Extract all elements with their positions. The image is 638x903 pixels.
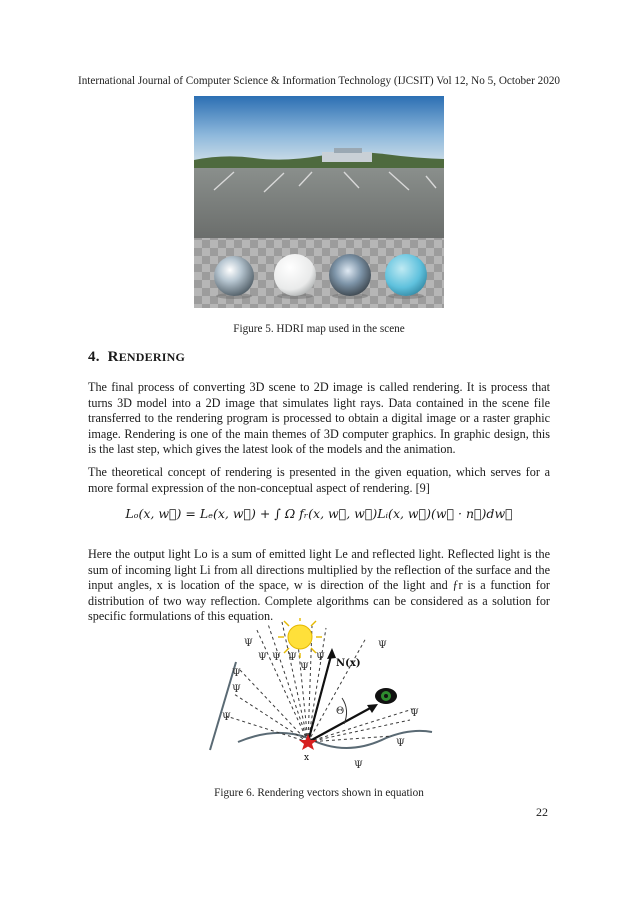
paragraph-2: The theoretical concept of rendering is presented in the given equation, which serves for a more formal expression of the non-conceptual aspect of rendering. [9] (88, 465, 550, 495)
svg-text:Ψ: Ψ (354, 760, 363, 771)
page-number: 22 (536, 805, 548, 819)
svg-text:Ψ: Ψ (222, 712, 231, 723)
rendering-vectors-diagram (196, 618, 436, 782)
svg-text:Ψ: Ψ (378, 640, 387, 651)
section-number: 4. (88, 349, 100, 365)
hdri-image (194, 96, 444, 308)
svg-text:Ψ: Ψ (316, 652, 325, 663)
figure6-caption: Figure 6. Rendering vectors shown in equation (214, 787, 424, 799)
svg-text:Ψ: Ψ (288, 652, 297, 663)
section-heading (88, 349, 185, 366)
rendering-equation: Lₒ(x, w⃗) = Lₑ(x, w⃗) + ∫ Ω fᵣ(x, w⃗, w⃗)Lᵢ(x, w⃗)(w⃗ · n⃗)dw⃗ (125, 506, 513, 521)
section-title: RENDERING (107, 349, 185, 365)
running-header: International Journal of Computer Science & Information Technology (IJCSIT) Vol 12, No 5, October 2020 (77, 75, 561, 87)
svg-text:Ψ: Ψ (258, 652, 267, 663)
svg-text:Ψ: Ψ (244, 638, 253, 649)
rendering-vectors-figure (196, 618, 436, 782)
svg-text:Ψ: Ψ (300, 662, 309, 673)
psi-labels (222, 638, 419, 771)
svg-text:Ψ: Ψ (410, 708, 419, 719)
eye-icon (375, 688, 397, 704)
svg-text:Ψ: Ψ (396, 738, 405, 749)
normal-vector (308, 652, 332, 742)
paragraph-1: The final process of converting 3D scene to 2D image is called rendering. It is process that turns 3D model into a 2D image that simulates light rays. Data contained in the scene file transferred to the rendering program is processed to obtain a digital image or a raster graphic image. Rendering is one of the main themes of 3D computer graphics. In graphic design, this is the last step, which gives the latest look of the models and the animation. (88, 380, 550, 457)
point-label: x (304, 753, 310, 763)
normal-label: N(x) (336, 658, 361, 669)
svg-text:Ψ: Ψ (272, 652, 281, 663)
theta-label: Θ (336, 706, 345, 717)
hdri-figure (194, 96, 444, 308)
svg-text:Ψ: Ψ (232, 684, 241, 695)
figure5-caption: Figure 5. HDRI map used in the scene (233, 323, 405, 335)
svg-text:Ψ: Ψ (232, 668, 241, 679)
incoming-rays (226, 622, 416, 742)
paragraph-3: Here the output light Lo is a sum of emitted light Le and reflected light. Reflected light is the sum of incoming light Li from all directions multiplied by the reflection of the surface and the input angles, x is location of the space, w is direction of the light and ƒr is a function for distribution of two way reflection. Complete algorithms can be considered as a solution for specific formulations of this equation. (88, 547, 550, 624)
